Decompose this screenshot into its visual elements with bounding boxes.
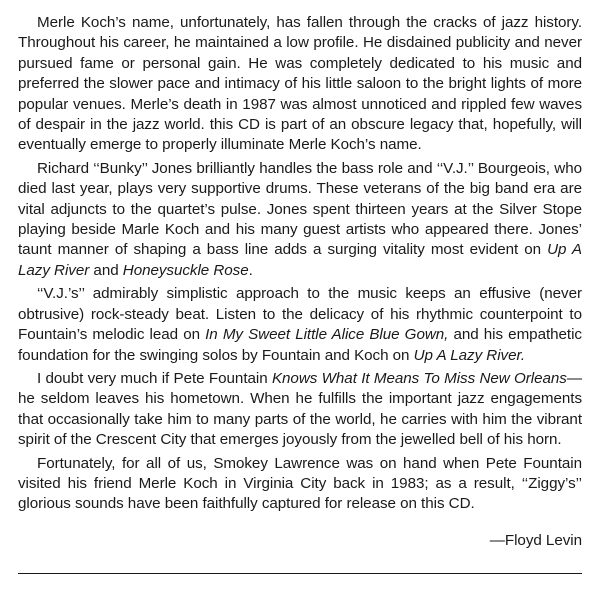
song-title: Honeysuckle Rose [122, 261, 249, 279]
paragraph [18, 284, 582, 366]
paragraph-text: . [248, 261, 253, 279]
song-title: Up A Lazy River. [413, 346, 526, 364]
song-title: In My Sweet Little Alice Blue Gown, [205, 326, 449, 344]
paragraph-text: Fortunately, for all of us, Smokey Lawrence was on hand when Pete Fountain visited his friend Merle Koch in Virginia City back in 1983; as a result, ‘‘Ziggy’s’’ glorious sounds have been faithfully captured for release on this CD. [18, 454, 582, 513]
paragraph [18, 454, 582, 515]
paragraph-text: I doubt very much if Pete Fountain [37, 369, 272, 387]
song-title: Knows What It Means To Miss New Orleans [271, 369, 567, 387]
paragraph [18, 369, 582, 451]
paragraph-text: Richard ‘‘Bunky’’ Jones brilliantly handles the bass role and ‘‘V.J.’’ Bourgeois, who died last year, plays very supportive drums. These veterans of the big band era are vital adjuncts to the quartet’s pulse. Jones spent thirteen years at the Silver Stope playing beside Marle Koch and his many guest artists who appeared there. Jones’ taunt manner of shaping a bass line adds a surging vitality most evident on [18, 159, 582, 259]
liner-notes-body [18, 13, 582, 551]
paragraph-text: ‘‘V.J.’s’’ admirably simplistic approach to the music keeps an effusive (never obtrusive) rock-steady beat. Listen to the delicacy of his rhythmic counterpoint to Fountain’s melodic lead on [18, 285, 582, 344]
paragraph-text: — he seldom leaves his hometown. When he fulfills the important jazz engagements that occasionally take him to many parts of the world, he carries with him the vibrant spirit of the Crescent City that emerges joyously from the jewelled bell of his horn. [18, 369, 582, 449]
paragraph [18, 13, 582, 156]
paragraph-text: and his empathetic foundation for the swinging solos by Fountain and Koch on [18, 326, 582, 364]
liner-notes-paragraphs [18, 13, 582, 515]
bottom-rule [18, 573, 582, 574]
paragraph-text: and [89, 261, 123, 279]
author-signature: —Floyd Levin [489, 531, 582, 549]
paragraph [18, 159, 582, 281]
paragraph-text: Merle Koch’s name, unfortunately, has fallen through the cracks of jazz history. Throughout his career, he maintained a low profile. He disdained publicity and never pursued fame or personal gain. He was completely dedicated to his music and preferred the slower pace and intimacy of his little saloon to the bright lights of more popular venues. Merle’s death in 1987 was almost unnoticed and rippled few waves of despair in the jazz world. this CD is part of an obscure legacy that, hopefully, will eventually emerge to properly illuminate Merle Koch’s name. [18, 14, 582, 154]
song-title: Up A Lazy River [18, 241, 582, 279]
